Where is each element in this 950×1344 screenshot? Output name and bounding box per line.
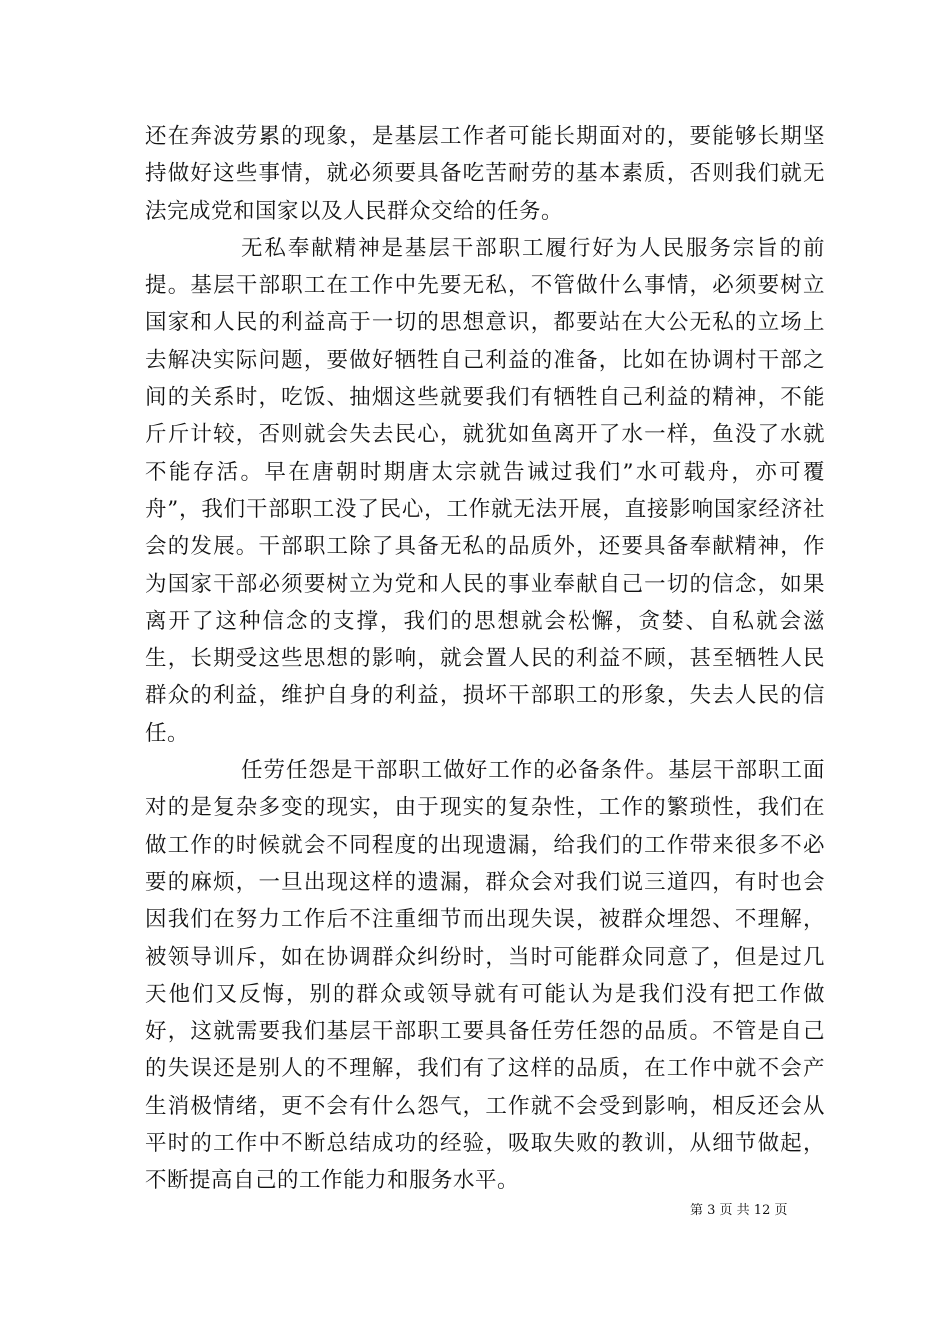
page-number-footer: 第 3 页 共 12 页: [690, 1203, 788, 1218]
paragraph-selfless-dedication: 无私奉献精神是基层干部职工履行好为人民服务宗旨的前提。基层干部职工在工作中先要无私，不管做什么事情，必须要树立国家和人民的利益高于一切的思想意识，都要站在大公无私的立场上去解决实际问题，要做好牺牲自己利益的准备，比如在协调村干部之间的关系时，吃饭、抽烟这些就要我们有牺牲自己利益的精神，不能斤斤计较，否则就会失去民心，就犹如鱼离开了水一样，鱼没了水就不能存活。早在唐朝时期唐太宗就告诫过我们”水可载舟，亦可覆舟”，我们干部职工没了民心，工作就无法开展，直接影响国家经济社会的发展。干部职工除了具备无私的品质外，还要具备奉献精神，作为国家干部必须要树立为党和人民的事业奉献自己一切的信念，如果离开了这种信念的支撑，我们的思想就会松懈，贪婪、自私就会滋生，长期受这些思想的影响，就会置人民的利益不顾，甚至牺牲人民群众的利益，维护自身的利益，损坏干部职工的形象，失去人民的信任。: [145, 235, 825, 746]
paragraph-continuation: 还在奔波劳累的现象，是基层工作者可能长期面对的，要能够长期坚持做好这些事情，就必须要具备吃苦耐劳的基本素质，否则我们就无法完成党和国家以及人民群众交给的任务。: [145, 124, 825, 224]
paragraph-hardworking: 任劳任怨是干部职工做好工作的必备条件。基层干部职工面对的是复杂多变的现实，由于现实的复杂性，工作的繁琐性，我们在做工作的时候就会不同程度的出现遗漏，给我们的工作带来很多不必要的麻烦，一旦出现这样的遗漏，群众会对我们说三道四，有时也会因我们在努力工作后不注重细节而出现失误，被群众埋怨、不理解，被领导训斥，如在协调群众纠纷时，当时可能群众同意了，但是过几天他们又反悔，别的群众或领导就有可能认为是我们没有把工作做好，这就需要我们基层干部职工要具备任劳任怨的品质。不管是自己的失误还是别人的不理解，我们有了这样的品质，在工作中就不会产生消极情绪，更不会有什么怨气，工作就不会受到影响，相反还会从平时的工作中不断总结成功的经验，吸取失败的教训，从细节做起，不断提高自己的工作能力和服务水平。: [145, 758, 825, 1194]
body-text: [145, 118, 825, 1200]
